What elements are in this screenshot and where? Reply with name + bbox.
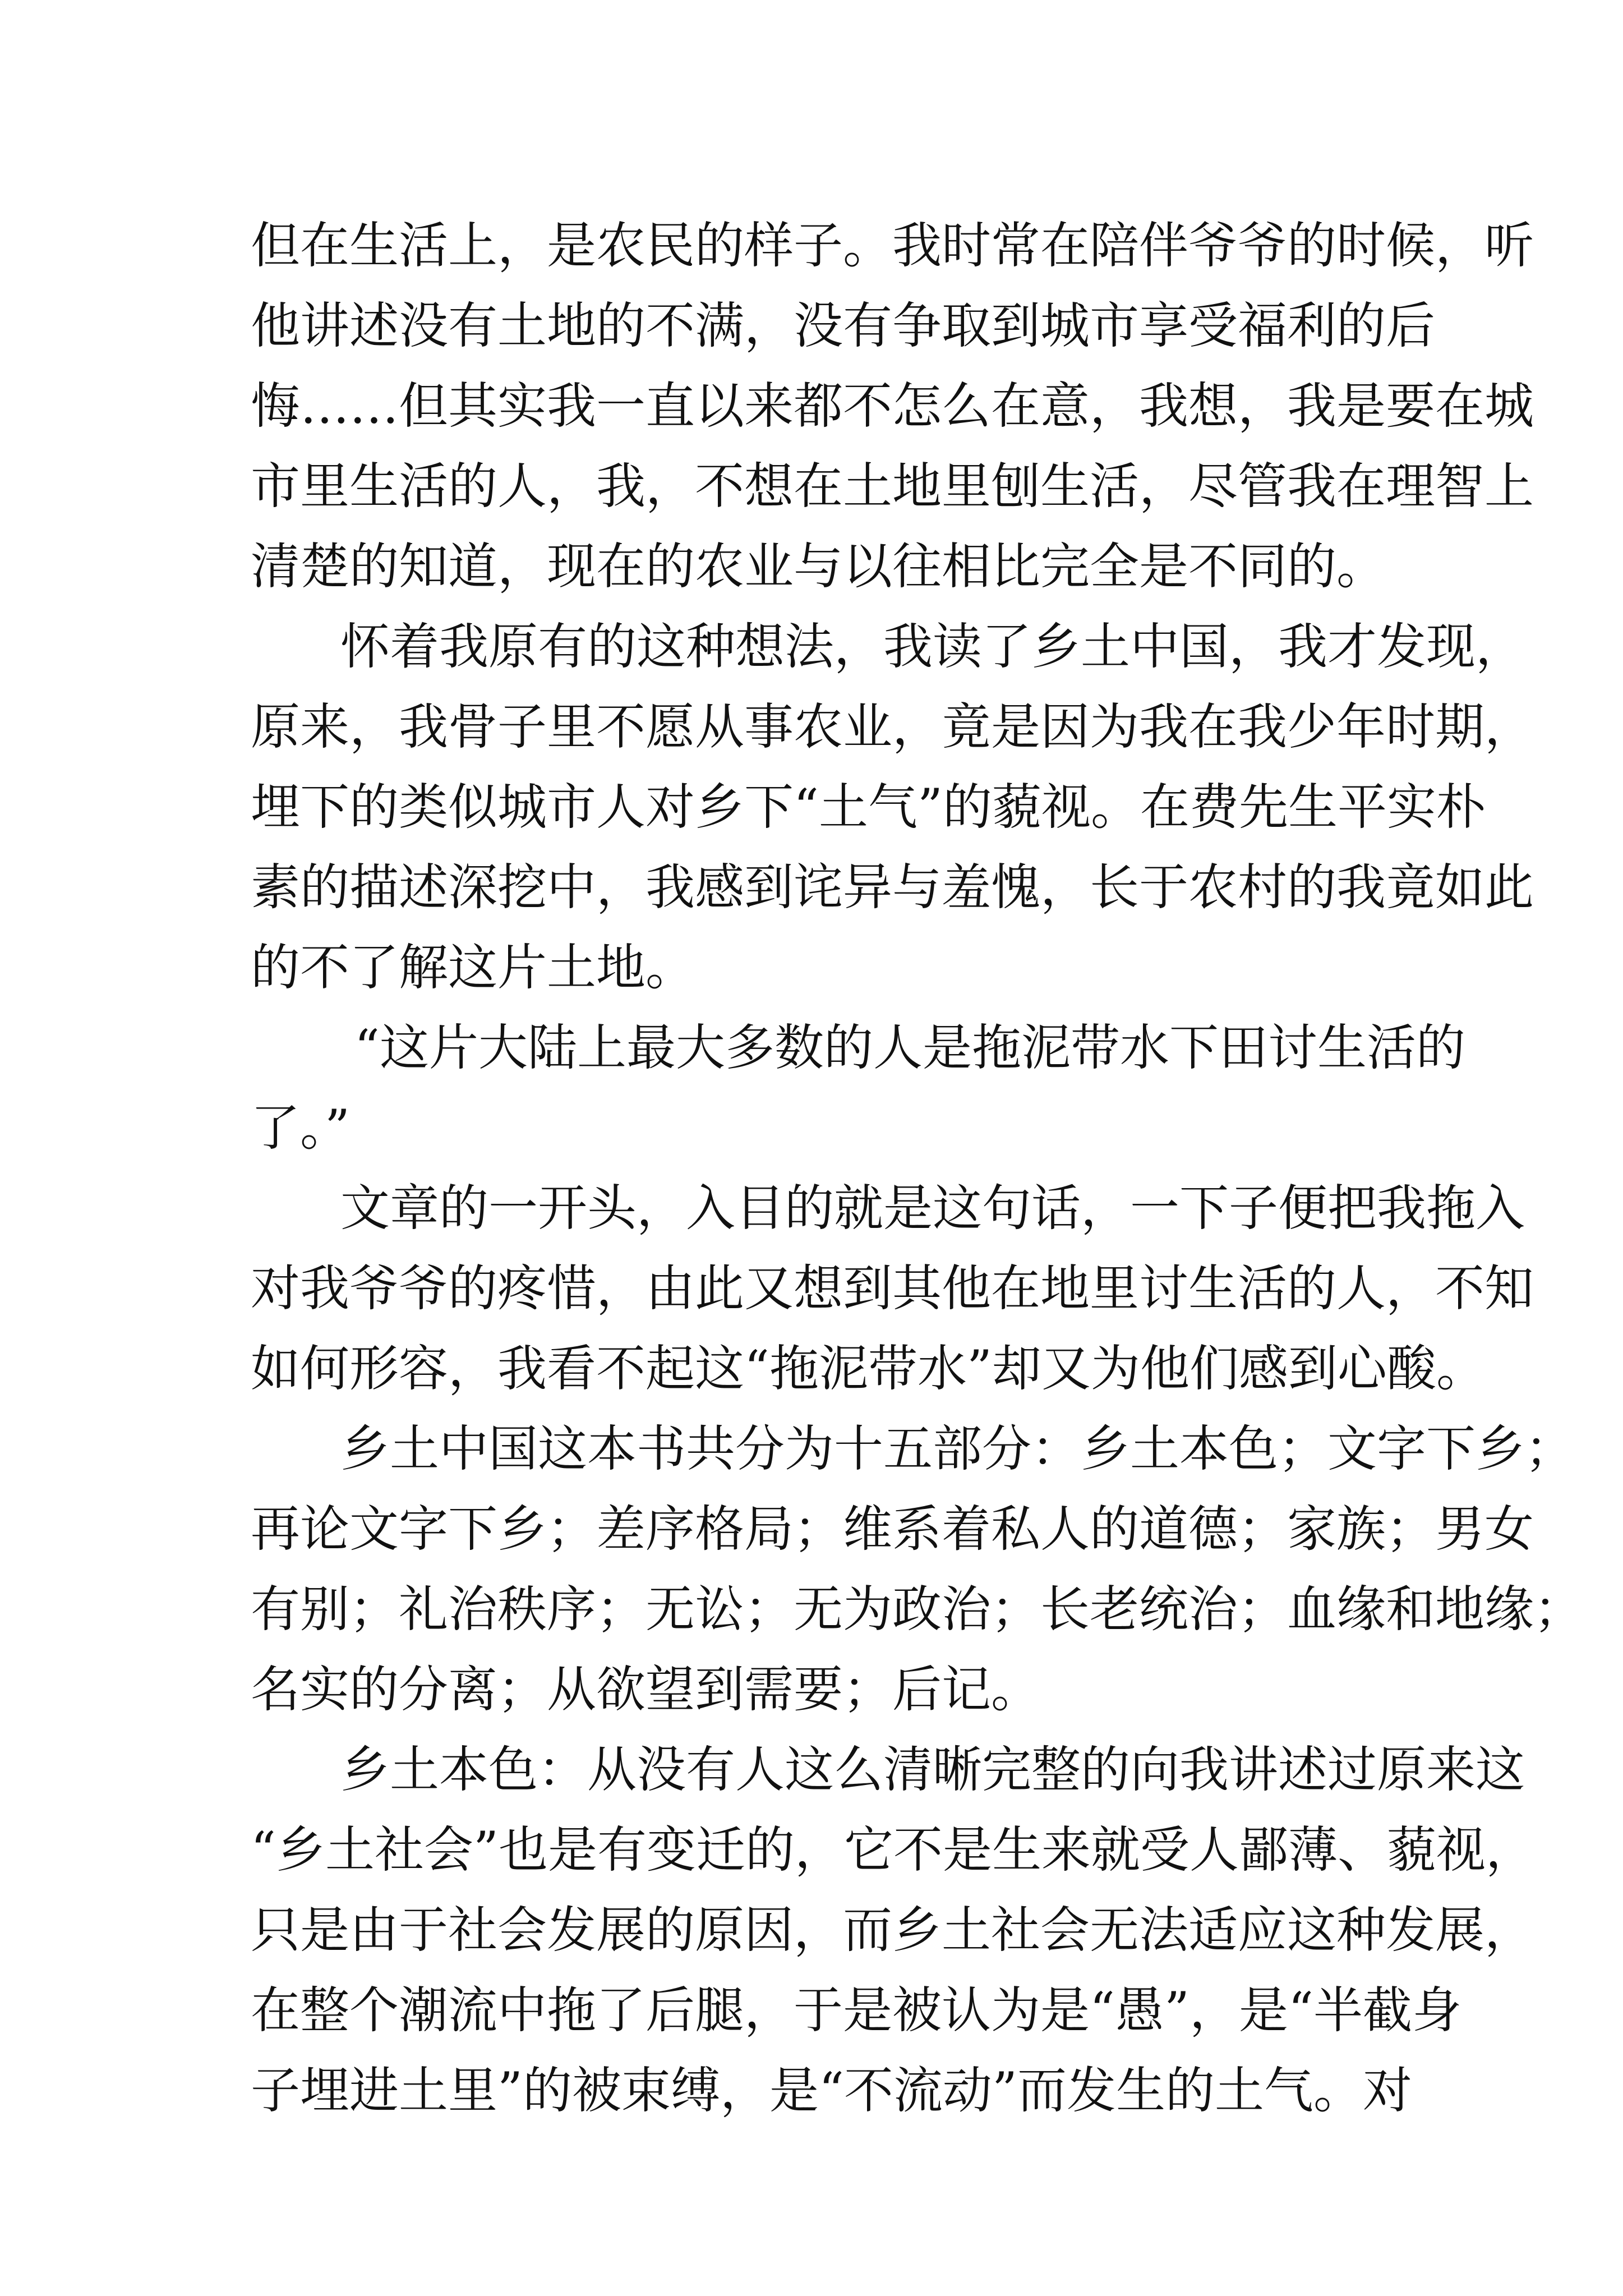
text-line: 悔……但其实我一直以来都不怎么在意，我想，我是要在城 <box>251 377 1534 435</box>
paragraph-first-line: 文章的一开头，入目的就是这句话，一下子便把我拖入 <box>340 1179 1525 1237</box>
text-line: 原来，我骨子里不愿从事农业，竟是因为我在我少年时期， <box>251 698 1534 756</box>
text-line: 清楚的知道，现在的农业与以往相比完全是不同的。 <box>251 537 1386 595</box>
text-line: “乡土社会”也是有变迁的，它不是生来就受人鄙薄、藐视， <box>251 1821 1535 1879</box>
text-line: 的不了解这片土地。 <box>251 938 695 996</box>
text-line: 再论文字下乡；差序格局；维系着私人的道德；家族；男女 <box>251 1500 1534 1558</box>
text-line: 只是由于社会发展的原因，而乡土社会无法适应这种发展， <box>251 1901 1534 1959</box>
text-line: 但在生活上，是农民的样子。我时常在陪伴爷爷的时候，听 <box>251 217 1534 274</box>
text-line: 如何形容，我看不起这“拖泥带水”却又为他们感到心酸。 <box>251 1340 1486 1397</box>
paragraph-first-line: 怀着我原有的这种想法，我读了乡土中国，我才发现， <box>340 618 1525 675</box>
text-line: 子埋进土里”的被束缚，是“不流动”而发生的土气。对 <box>251 2062 1412 2119</box>
paragraph-first-line: 乡土本色：从没有人这么清晰完整的向我讲述过原来这 <box>340 1741 1525 1798</box>
text-line: 对我爷爷的疼惜，由此又想到其他在地里讨生活的人，不知 <box>251 1259 1534 1317</box>
text-line: 市里生活的人，我，不想在土地里刨生活，尽管我在理智上 <box>251 457 1534 515</box>
text-line: 埋下的类似城市人对乡下“土气”的藐视。在费先生平实朴 <box>251 778 1486 836</box>
text-line: 在整个潮流中拖了后腿，于是被认为是“愚”，是“半截身 <box>251 1981 1461 2039</box>
paragraph-first-line: 乡土中国这本书共分为十五部分：乡土本色；文字下乡； <box>340 1420 1575 1478</box>
text-line: 素的描述深挖中，我感到诧异与羞愧，长于农村的我竟如此 <box>251 858 1534 916</box>
quote-line: “这片大陆上最大多数的人是拖泥带水下田讨生活的 <box>354 1019 1465 1076</box>
quote-line: 了。” <box>251 1099 350 1157</box>
text-line: 他讲述没有土地的不满，没有争取到城市享受福利的后 <box>251 297 1436 355</box>
body-text <box>251 205 1584 2131</box>
text-line: 名实的分离；从欲望到需要；后记。 <box>251 1660 1041 1718</box>
text-line: 有别；礼治秩序；无讼；无为政治；长老统治；血缘和地缘； <box>251 1580 1584 1638</box>
